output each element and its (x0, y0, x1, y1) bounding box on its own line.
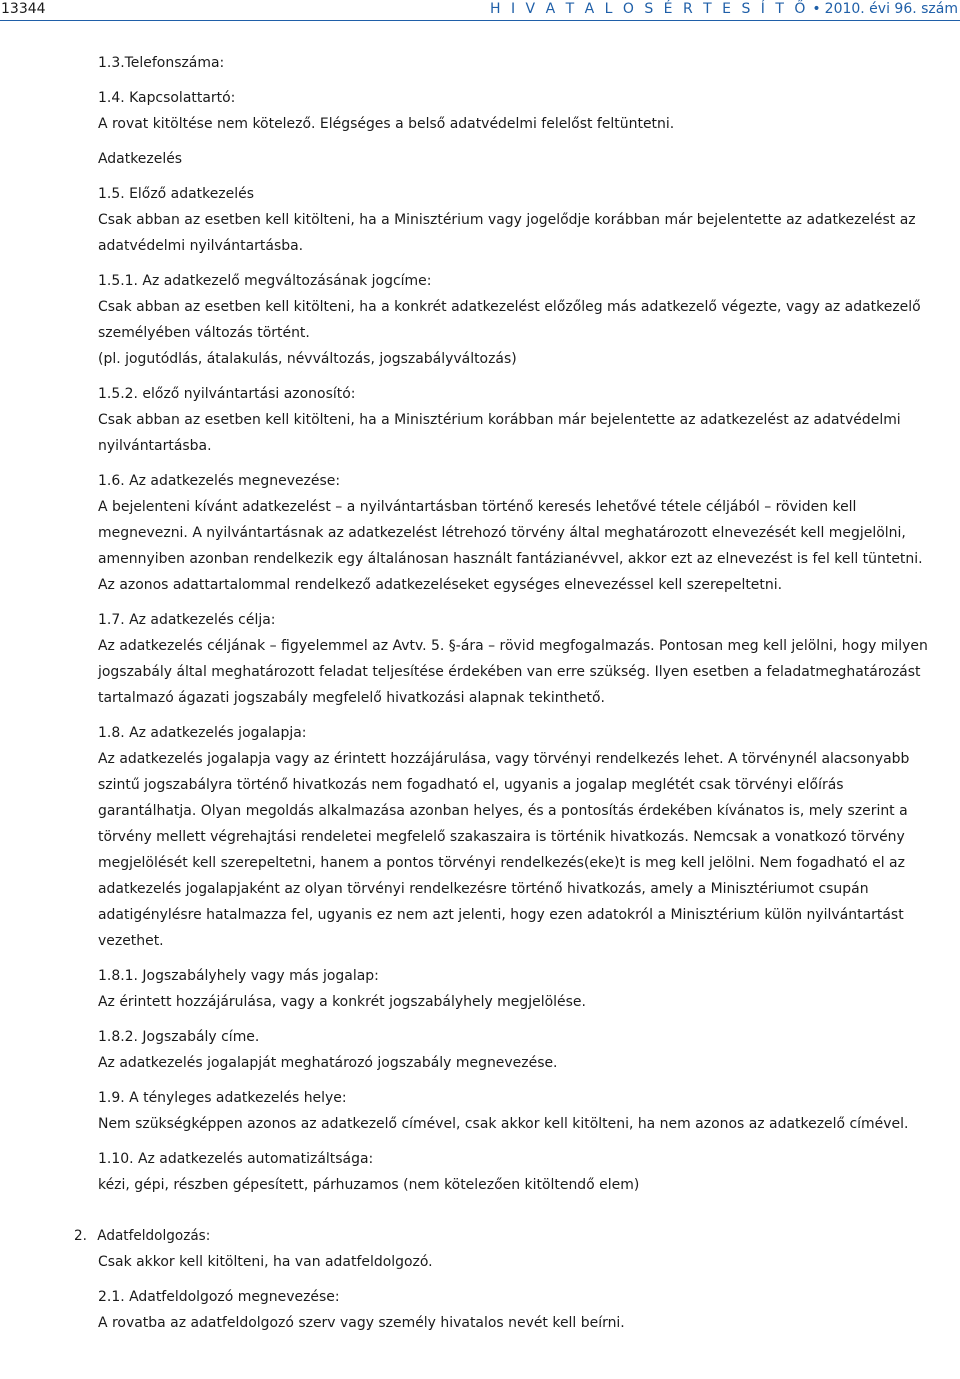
section-text: Csak akkor kell kitölteni, ha van adatfeldolgozó. (98, 1254, 433, 1270)
section-heading: Adatkezelés (98, 151, 183, 167)
section-heading: 1.8.1. Jogszabályhely vagy más jogalap: (98, 968, 379, 984)
section-2-1 (98, 1284, 958, 1336)
section-heading: 1.4. Kapcsolattartó: (98, 90, 236, 106)
section-2 (74, 1223, 958, 1275)
section-heading-text: Adatfeldolgozás: (97, 1228, 211, 1244)
section-heading: 1.9. A tényleges adatkezelés helye: (98, 1090, 347, 1106)
section-text: (pl. jogutódlás, átalakulás, névváltozás, jogszabályváltozás) (98, 351, 517, 367)
page-number: 13344 (1, 1, 46, 17)
section-1-5-2 (98, 381, 958, 459)
section-text: Az adatkezelés céljának – figyelemmel az Avtv. 5. §-ára – rövid megfogalmazás. Pontosan meg kell jelölni, hogy milyen (98, 638, 928, 654)
section-heading: 1.8. Az adatkezelés jogalapja: (98, 725, 307, 741)
section-text: tartalmazó ágazati jogszabály megfelelő hivatkozási alapnak tekinthető. (98, 690, 605, 706)
section-text: személyében változás történt. (98, 325, 310, 341)
section-number: 2. (74, 1228, 87, 1244)
document-body (74, 50, 958, 1336)
section-text: A rovatba az adatfeldolgozó szerv vagy személy hivatalos nevét kell beírni. (98, 1315, 625, 1331)
section-1-9 (98, 1085, 958, 1137)
section-text: adatigénylésre hatalmazza fel, ugyanis ez nem azt jelenti, hogy ezen adatokról a Minisztérium külön nyilvántartást (98, 907, 904, 923)
section-heading: 1.7. Az adatkezelés célja: (98, 612, 276, 628)
section-heading: 1.5. Előző adatkezelés (98, 186, 254, 202)
section-1-8-1 (98, 963, 958, 1015)
section-text: megjelölését kell szerepeltetni, hanem a pontos törvényi rendelkezés(eke)t is meg kell jelölni. Nem fogadható el az (98, 855, 905, 871)
section-text: szintű jogszabályra történő hivatkozás nem fogadható el, ugyanis a jogalap meglétét csak törvényi előírás (98, 777, 844, 793)
section-text: A bejelenteni kívánt adatkezelést – a nyilvántartásban történő keresés lehetővé tétele céljából – röviden kell (98, 499, 857, 515)
section-1-6 (98, 468, 958, 598)
section-1-5 (98, 181, 958, 259)
section-heading: 1.5.1. Az adatkezelő megváltozásának jogcíme: (98, 273, 432, 289)
section-text: Az adatkezelés jogalapja vagy az érintett hozzájárulása, vagy törvényi rendelkezés lehet. A törvénynél alacsonyabb (98, 751, 910, 767)
section-1-4 (98, 85, 958, 137)
section-heading (74, 1223, 932, 1249)
section-1-7 (98, 607, 958, 711)
section-text: nyilvántartásba. (98, 438, 212, 454)
section-1-8-2 (98, 1024, 958, 1076)
section-text: Csak abban az esetben kell kitölteni, ha a konkrét adatkezelést előzőleg más adatkezelő végezte, vagy az adatkezelő (98, 299, 921, 315)
section-text: adatkezelés jogalapjaként az olyan törvényi rendelkezésre történő hivatkozás, amely a Minisztériumot csupán (98, 881, 869, 897)
header-rule (0, 20, 960, 21)
section-text: Az azonos adattartalommal rendelkező adatkezeléseket egységes elnevezéssel kell szerepeltetni. (98, 577, 783, 593)
running-head (490, 0, 958, 18)
section-text: Csak abban az esetben kell kitölteni, ha a Minisztérium korábban már bejelentette az adatkezelést az adatvédelmi (98, 412, 901, 428)
section-text: kézi, gépi, részben gépesített, párhuzamos (nem kötelezően kitöltendő elem) (98, 1177, 640, 1193)
issue-label: 2010. évi 96. szám (824, 1, 958, 17)
section-text: adatvédelmi nyilvántartásba. (98, 238, 304, 254)
section-heading: 1.8.2. Jogszabály címe. (98, 1029, 260, 1045)
section-heading: 1.5.2. előző nyilvántartási azonosító: (98, 386, 356, 402)
section-text: Csak abban az esetben kell kitölteni, ha a Minisztérium vagy jogelődje korábban már bejelentette az adatkezelést az (98, 212, 916, 228)
section-text: Az adatkezelés jogalapját meghatározó jogszabály megnevezése. (98, 1055, 558, 1071)
separator-dot: • (812, 1, 821, 17)
section-text: Nem szükségképpen azonos az adatkezelő címével, csak akkor kell kitölteni, ha nem azonos az adatkezelő címével. (98, 1116, 909, 1132)
section-1-3 (98, 50, 958, 76)
section-1-8 (98, 720, 958, 954)
section-heading: 1.10. Az adatkezelés automatizáltsága: (98, 1151, 374, 1167)
section-text: garantálhatja. Olyan megoldás alkalmazása azonban helyes, és a pontosítás érdekében kívánatos is, mely szerint a (98, 803, 908, 819)
section-text: törvény mellett végrehajtási rendeletei megfelelő szakaszaira is történik hivatkozás. Nemcsak a vonatkozó törvény (98, 829, 905, 845)
section-text: A rovat kitöltése nem kötelező. Elégséges a belső adatvédelmi felelőst feltüntetni. (98, 116, 675, 132)
section-adatkezeles (98, 146, 958, 172)
section-text: jogszabály által meghatározott feladat teljesítése érdekében van erre szükség. Ilyen esetben a feladatmeghatározást (98, 664, 921, 680)
section-1-10 (98, 1146, 958, 1198)
section-heading: 1.6. Az adatkezelés megnevezése: (98, 473, 341, 489)
section-text: amennyiben azonban rendelkezik egy általánosan használt fantázianévvel, akkor ezt az elnevezést is fel kell tüntetni. (98, 551, 923, 567)
journal-title: H I V A T A L O S É R T E S Í T Ő (489, 1, 809, 17)
section-text: Az érintett hozzájárulása, vagy a konkrét jogszabályhely megjelölése. (98, 994, 586, 1010)
section-heading: 1.3.Telefonszáma: (98, 55, 225, 71)
section-1-5-1 (98, 268, 958, 372)
section-text: vezethet. (98, 933, 164, 949)
section-text: megnevezni. A nyilvántartásnak az adatkezelést létrehozó törvény által meghatározott elnevezését kell megjelölni, (98, 525, 906, 541)
section-heading: 2.1. Adatfeldolgozó megnevezése: (98, 1289, 340, 1305)
